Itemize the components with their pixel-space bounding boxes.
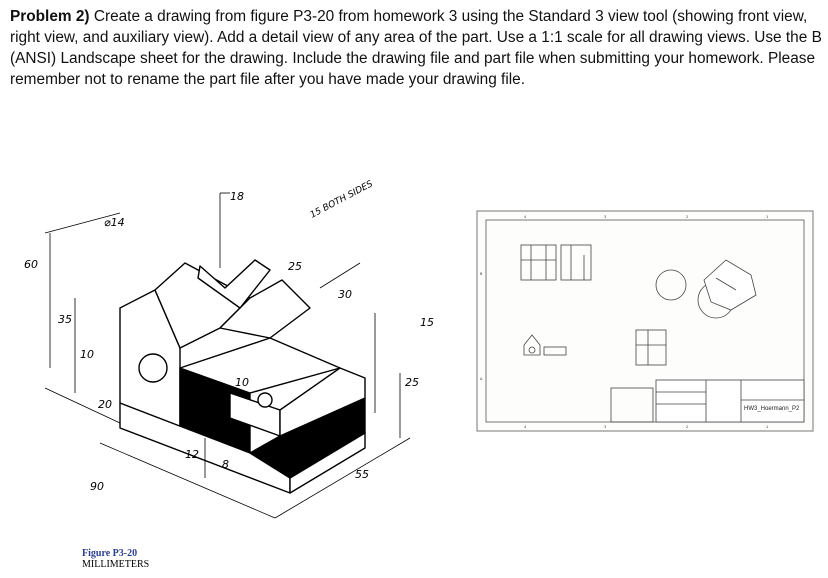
figure-units: MILLIMETERS xyxy=(82,559,150,570)
dim-both-sides: 15 BOTH SIDES xyxy=(308,179,375,221)
dim-60: 60 xyxy=(24,258,38,271)
dim-25b: 25 xyxy=(405,376,419,389)
zone-top-3: 3 xyxy=(604,215,607,219)
zone-top-1: 1 xyxy=(766,215,769,219)
zone-bottom-1: 1 xyxy=(766,425,769,429)
zone-side-a: A xyxy=(480,377,483,381)
dim-35: 35 xyxy=(58,313,72,326)
zone-top-4: 4 xyxy=(524,215,527,219)
zone-bottom-3: 3 xyxy=(604,425,607,429)
problem-statement xyxy=(10,6,822,90)
title-block xyxy=(656,380,804,422)
dim-30: 30 xyxy=(338,288,352,301)
figure-title: Figure P3-20 xyxy=(82,548,138,559)
zone-bottom-4: 4 xyxy=(524,425,527,429)
hole-circle xyxy=(139,354,167,382)
ramp-hole xyxy=(258,393,272,407)
dim-10b: 10 xyxy=(235,376,249,389)
dim-25: 25 xyxy=(288,260,302,273)
dim-12: 12 xyxy=(185,448,199,461)
dim-20: 20 xyxy=(98,398,112,411)
title-block-name: HW3_Hoermann_P2 xyxy=(744,406,800,412)
problem-text: Create a drawing from figure P3-20 from homework 3 using the Standard 3 view tool (showing front view, right view, and auxiliary view). Add a detail view of any area of the part. Use a 1:1 scale for all drawing views. Use the B (ANSI) Landscape sheet for the drawing. Include the drawing file and part file when submitting your homework. Please remember not to rename the part file after you have made your drawing file. xyxy=(10,8,822,88)
dim-hole: ⌀14 xyxy=(104,216,125,229)
problem-label: Problem 2) xyxy=(10,8,90,25)
dim-8: 8 xyxy=(222,458,229,471)
dim-55: 55 xyxy=(355,468,369,481)
isometric-figure xyxy=(20,178,440,578)
drawing-sheet xyxy=(476,210,814,432)
zone-top-2: 2 xyxy=(686,215,689,219)
dim-90: 90 xyxy=(90,480,104,493)
zone-bottom-2: 2 xyxy=(686,425,689,429)
zone-side-b: B xyxy=(480,272,483,276)
dim-18: 18 xyxy=(230,190,244,203)
dim-10a: 10 xyxy=(80,348,94,361)
figure-caption xyxy=(82,548,149,570)
dim-15: 15 xyxy=(420,316,434,329)
